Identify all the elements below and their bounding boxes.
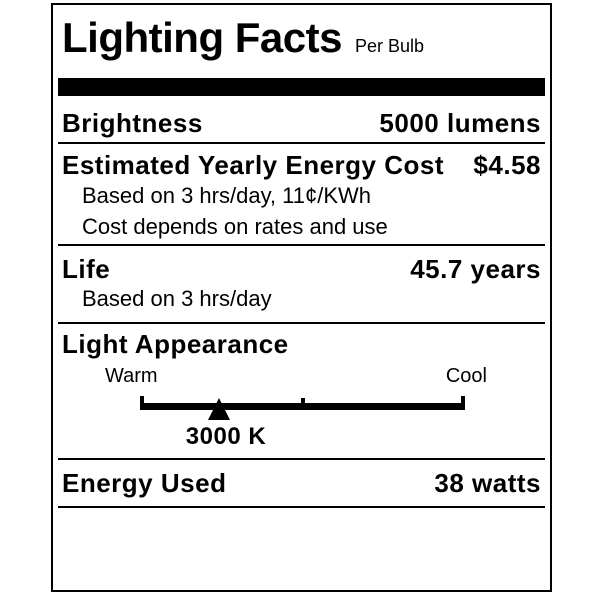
section-divider: [58, 458, 545, 460]
label-subtitle: Per Bulb: [355, 36, 425, 56]
lighting-facts-label: [51, 3, 552, 592]
cool-label: Cool: [445, 365, 487, 387]
scale-middle-tick: [301, 398, 305, 410]
section-divider: [58, 244, 545, 246]
color-temperature-value: 3000 K: [185, 423, 267, 450]
brightness-value: 5000 lumens: [379, 108, 541, 138]
life-label: Life: [62, 254, 111, 284]
light-appearance-label: Light Appearance: [62, 329, 289, 359]
energy-cost-row: [58, 151, 545, 179]
energy-cost-note-2: Cost depends on rates and use: [82, 214, 388, 239]
energy-used-label: Energy Used: [62, 468, 227, 498]
scale-track: [140, 396, 465, 420]
marker-value-row: [140, 423, 465, 451]
energy-cost-value: $4.58: [473, 150, 541, 180]
brightness-label: Brightness: [62, 108, 203, 138]
thick-separator-bar: [58, 78, 545, 96]
energy-cost-label: Estimated Yearly Energy Cost: [62, 150, 445, 180]
title-row: [58, 5, 545, 70]
scale-left-tick: [140, 396, 144, 410]
life-note-1: Based on 3 hrs/day: [82, 286, 272, 311]
section-divider: [58, 506, 545, 508]
scale-word-row: [58, 364, 545, 388]
life-value: 45.7 years: [410, 254, 541, 284]
label-title: Lighting Facts: [62, 14, 342, 61]
section-divider: [58, 142, 545, 144]
life-row: [58, 255, 545, 283]
color-temperature-scale: [58, 396, 545, 420]
temperature-marker-triangle-icon: [208, 398, 230, 420]
scale-right-tick: [461, 396, 465, 410]
brightness-row: [58, 109, 545, 137]
energy-used-row: [58, 469, 545, 497]
section-divider: [58, 322, 545, 324]
energy-used-value: 38 watts: [434, 468, 541, 498]
energy-cost-note-1: Based on 3 hrs/day, 11¢/KWh: [82, 183, 372, 208]
warm-label: Warm: [105, 365, 158, 387]
